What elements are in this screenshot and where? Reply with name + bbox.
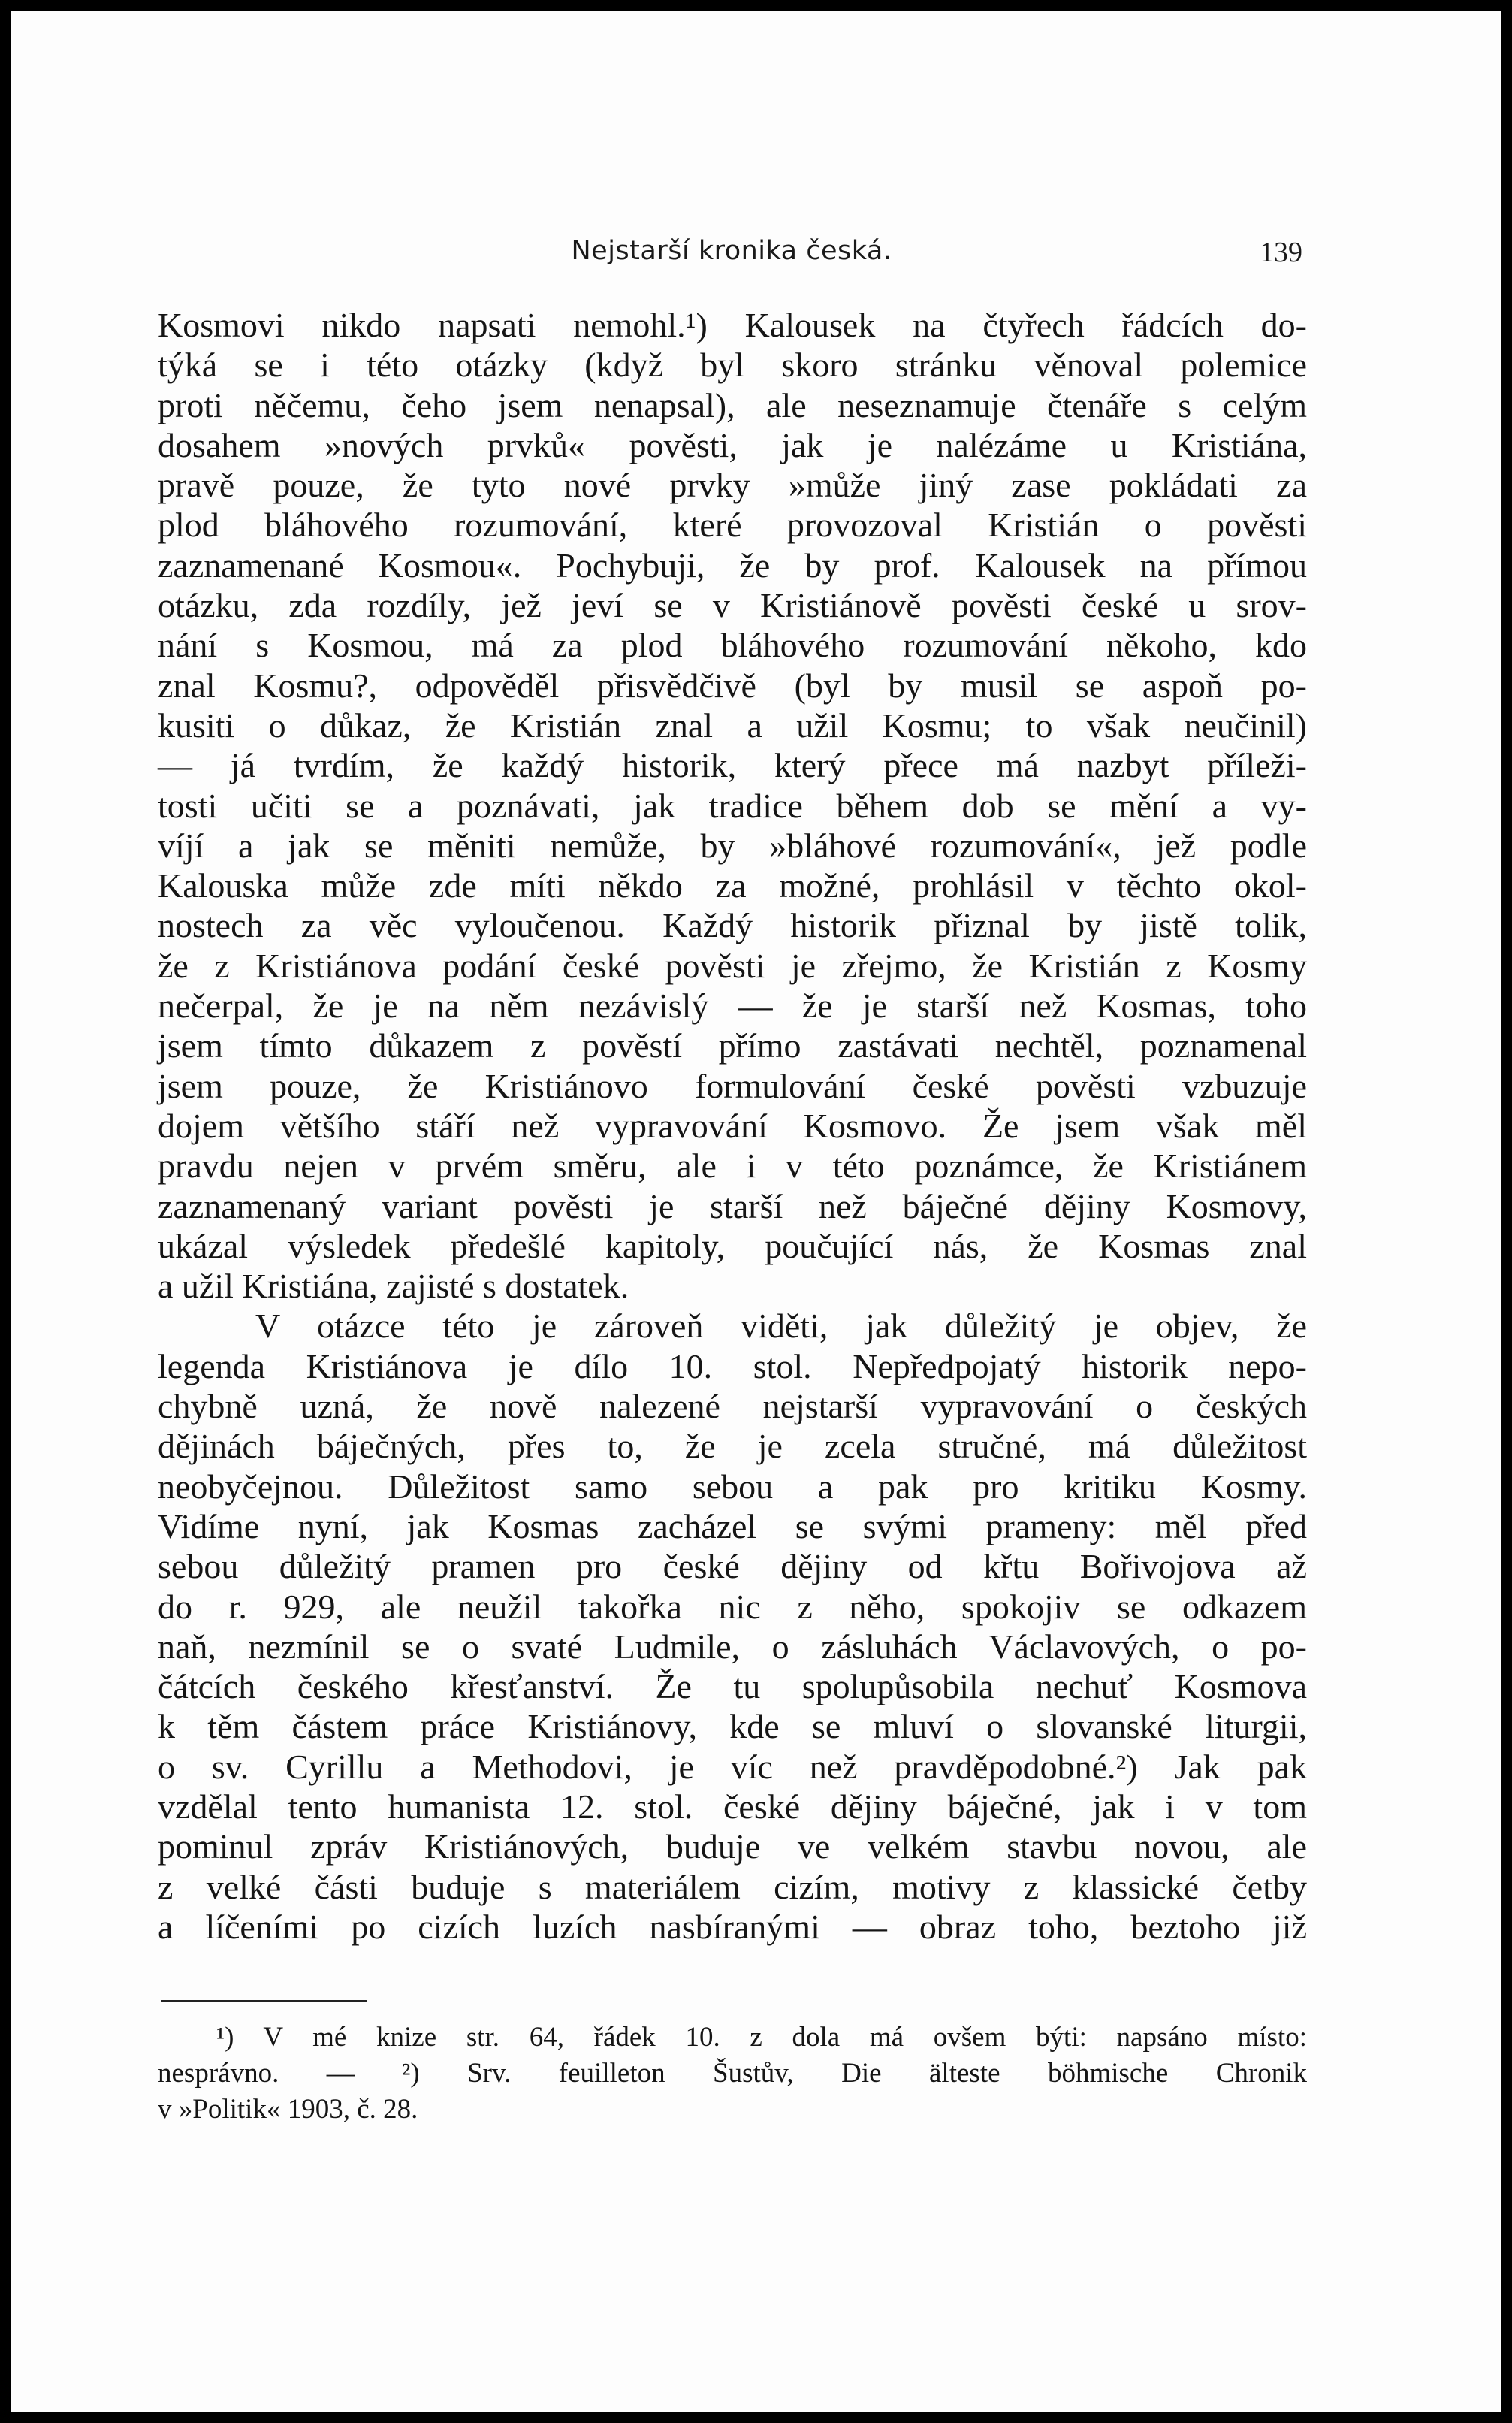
text-line: Vidíme nyní, jak Kosmas zacházel se svými prameny: měl před (158, 1506, 1307, 1545)
text-line: Kosmovi nikdo napsati nemohl.¹) Kalousek na čtyřech řádcích do- (158, 306, 1307, 344)
text-line: Kalouska může zde míti někdo za možné, prohlásil v těchto okol- (158, 866, 1307, 905)
text-line: ukázal výsledek předešlé kapitoly, poučující nás, že Kosmas znal (158, 1226, 1307, 1265)
text-line: o sv. Cyrillu a Methodovi, je víc než pravděpodobné.²) Jak pak (158, 1747, 1307, 1786)
text-line: pravě pouze, že tyto nové prvky »může jiný zase pokládati za (158, 466, 1307, 505)
text-line: nání s Kosmou, má za plod bláhového rozumování někoho, kdo (158, 626, 1307, 665)
running-title: Nejstarší kronika česká. (571, 236, 892, 266)
footnote-line: nesprávno. — ²) Srv. feuilleton Šustův, Die älteste böhmische Chronik (158, 2058, 1307, 2089)
footnotes (158, 2020, 1307, 2128)
running-header (161, 236, 1302, 273)
footnote-line: ¹) V mé knize str. 64, řádek 10. z dola má ovšem býti: napsáno místo: (216, 2022, 1307, 2053)
text-line: čátcích českého křesťanství. Že tu spolupůsobila nechuť Kosmova (158, 1667, 1307, 1706)
text-line: vzdělal tento humanista 12. stol. české dějiny báječné, jak i v tom (158, 1787, 1307, 1826)
footnote-line: v »Politik« 1903, č. 28. (158, 2094, 418, 2125)
page-number: 139 (1260, 237, 1302, 268)
text-line: pominul zpráv Kristiánových, buduje ve velkém stavbu novou, ale (158, 1827, 1307, 1866)
text-line: zaznamenaný variant pověsti je starší než báječné dějiny Kosmovy, (158, 1186, 1307, 1225)
text-line: z velké části buduje s materiálem cizím, motivy z klassické četby (158, 1867, 1307, 1906)
text-line: a líčeními po cizích luzích nasbíranými — obraz toho, beztoho již (158, 1907, 1307, 1946)
text-line: legenda Kristiánova je dílo 10. stol. Nepředpojatý historik nepo- (158, 1346, 1307, 1385)
page (11, 11, 1501, 2412)
text-line: znal Kosmu?, odpověděl přisvědčivě (byl by musil se aspoň po- (158, 666, 1307, 705)
text-line: plod bláhového rozumování, které provozoval Kristián o pověsti (158, 506, 1307, 545)
text-line: dějinách báječných, přes to, že je zcela stručné, má důležitost (158, 1427, 1307, 1466)
text-line: sebou důležitý pramen pro české dějiny od křtu Bořivojova až (158, 1547, 1307, 1586)
text-line: víjí a jak se měniti nemůže, by »bláhové rozumování«, jež podle (158, 826, 1307, 865)
text-line: k těm částem práce Kristiánovy, kde se mluví o slovanské liturgii, (158, 1707, 1307, 1746)
text-line: jsem tímto důkazem z pověstí přímo zastávati nechtěl, poznamenal (158, 1026, 1307, 1065)
text-line: nečerpal, že je na něm nezávislý — že je starší než Kosmas, toho (158, 986, 1307, 1026)
main-text (158, 305, 1307, 1947)
text-line: zaznamenané Kosmou«. Pochybuji, že by prof. Kalousek na přímou (158, 545, 1307, 585)
text-line: dosahem »nových prvků« pověsti, jak je nalézáme u Kristiána, (158, 425, 1307, 464)
text-line: pravdu nejen v prvém směru, ale i v této poznámce, že Kristiánem (158, 1147, 1307, 1186)
text-line: proti něčemu, čeho jsem nenapsal), ale neseznamuje čtenáře s celým (158, 385, 1307, 424)
text-line: otázku, zda rozdíly, jež jeví se v Kristiánově pověsti české u srov- (158, 586, 1307, 625)
text-line: neobyčejnou. Důležitost samo sebou a pak pro kritiku Kosmy. (158, 1467, 1307, 1506)
text-line: a užil Kristiána, zajisté s dostatek. (158, 1267, 629, 1306)
text-line: naň, nezmínil se o svaté Ludmile, o zásluhách Václavových, o po- (158, 1627, 1307, 1666)
text-line: — já tvrdím, že každý historik, který přece má nazbyt příleži- (158, 746, 1307, 785)
text-line: do r. 929, ale neužil takořka nic z něho, spokojiv se odkazem (158, 1587, 1307, 1626)
text-line: kusiti o důkaz, že Kristián znal a užil Kosmu; to však neučinil) (158, 705, 1307, 745)
text-line: chybně uzná, že nově nalezené nejstarší vypravování o českých (158, 1387, 1307, 1426)
text-line: že z Kristiánova podání české pověsti je zřejmo, že Kristián z Kosmy (158, 946, 1307, 985)
text-line: nostech za věc vyloučenou. Každý historik přiznal by jistě tolik, (158, 906, 1307, 945)
text-line: jsem pouze, že Kristiánovo formulování české pověsti vzbuzuje (158, 1066, 1307, 1105)
text-line: V otázce této je zároveň viděti, jak důležitý je objev, že (255, 1307, 1307, 1346)
text-line: dojem většího stáří než vypravování Kosmovo. Že jsem však měl (158, 1106, 1307, 1145)
text-line: tosti učiti se a poznávati, jak tradice během dob se mění a vy- (158, 786, 1307, 825)
text-line: týká se i této otázky (když byl skoro stránku věnoval polemice (158, 346, 1307, 385)
footnote-separator (161, 2000, 367, 2002)
